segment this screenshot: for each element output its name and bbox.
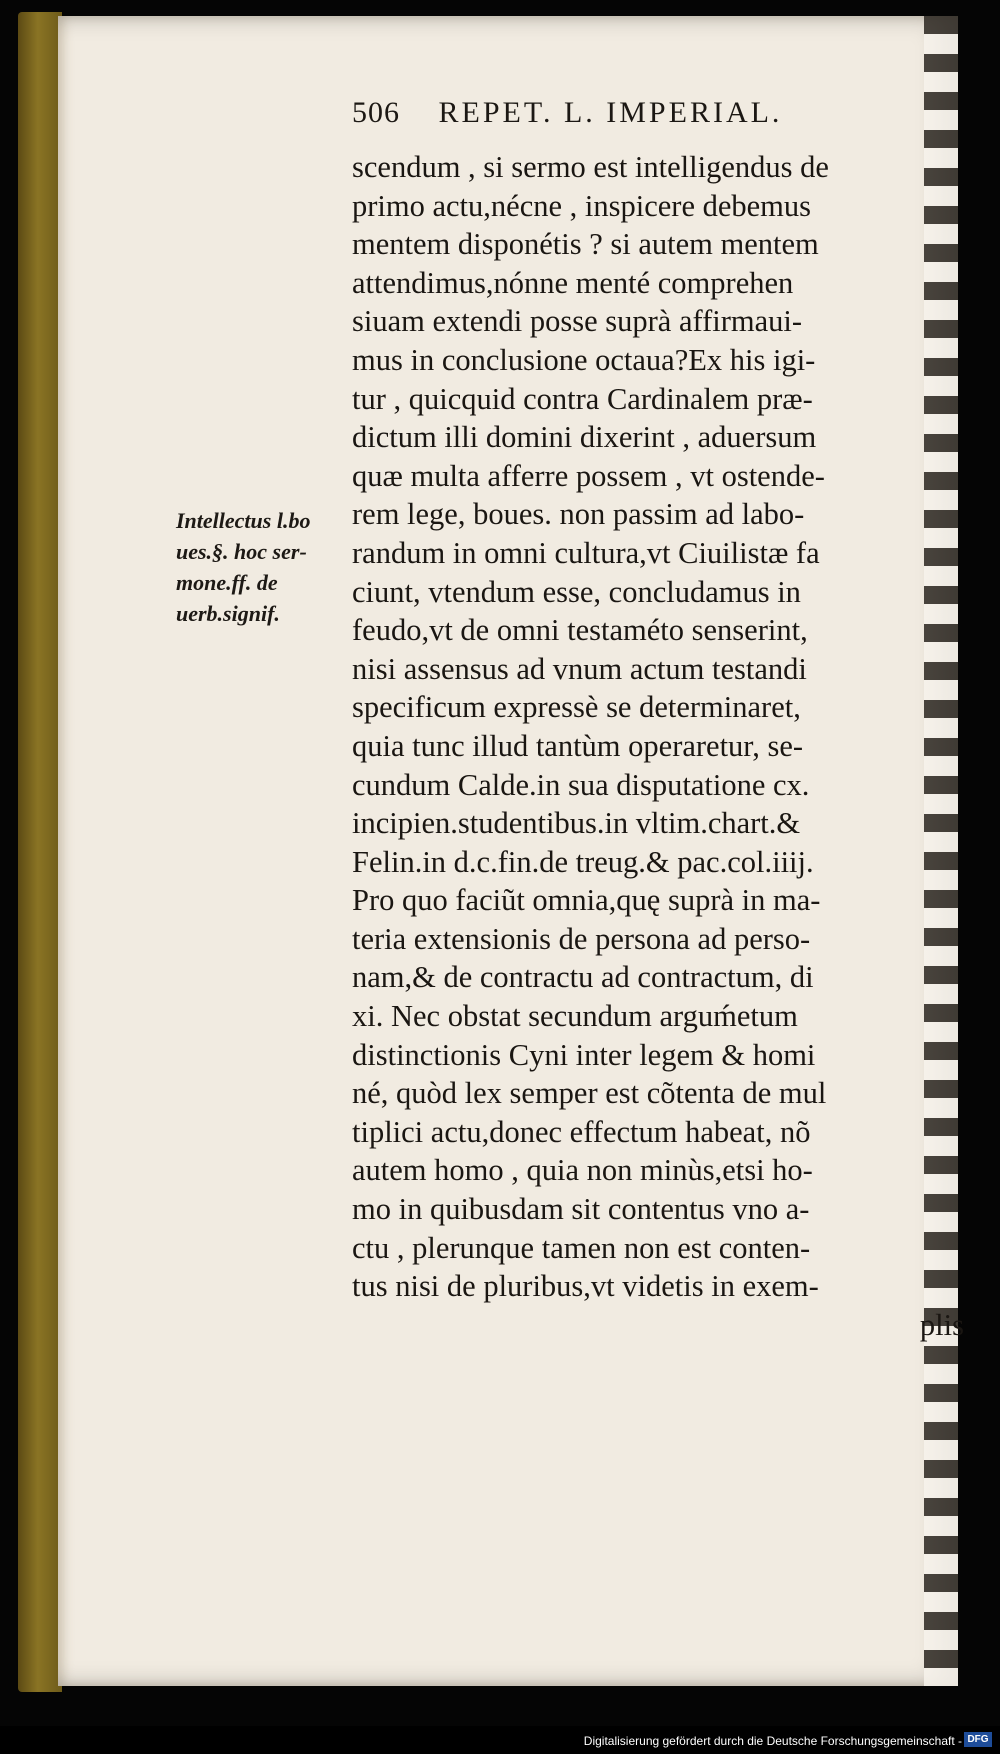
digitization-credit: Digitalisierung gefördert durch die Deutsche Forschungsgemeinschaft -: [583, 1734, 962, 1748]
body-text: [352, 148, 964, 1344]
text-line: tus nisi de pluribus,vt videtis in exem-: [352, 1269, 819, 1304]
text-line: teria extensionis de persona ad perso-: [352, 921, 811, 956]
catchword: plis: [919, 1307, 964, 1342]
running-head: [352, 96, 952, 130]
marginal-note-line: ues.§. hoc ser-: [176, 539, 307, 564]
text-line: Felin.in d.c.fin.de treug.& pac.col.iiij.: [352, 844, 814, 879]
marginal-note: [176, 505, 346, 629]
text-line: xi. Nec obstat secundum arguḿetum: [352, 999, 798, 1034]
text-line: incipien.studentibus.in vltim.chart.&: [352, 806, 801, 841]
text-line: quæ multa afferre possem , vt ostende-: [352, 458, 825, 493]
text-line: quia tunc illud tantùm operaretur, se-: [352, 728, 804, 763]
dfg-logo-icon: DFG: [964, 1732, 992, 1747]
marginal-note-line: Intellectus l.bo: [176, 508, 311, 533]
text-line: siuam extendi posse suprà affirmaui-: [352, 304, 803, 339]
text-line: tiplici actu,donec effectum habeat, nõ: [352, 1114, 811, 1149]
text-line: dictum illi domini dixerint , aduersum: [352, 420, 817, 455]
text-line: mo in quibusdam sit contentus vno a-: [352, 1192, 810, 1227]
text-line: randum in omni cultura,vt Ciuilistæ fa: [352, 535, 820, 570]
marginal-note-line: uerb.signif.: [176, 601, 280, 626]
text-line: rem lege, boues. non passim ad labo-: [352, 497, 805, 532]
marginal-note-line: mone.ff. de: [176, 570, 278, 595]
text-line: Pro quo faciũt omnia,quę suprà in ma-: [352, 883, 821, 918]
text-line: autem homo , quia non minùs,etsi ho-: [352, 1153, 813, 1188]
text-line: ctu , plerunque tamen non est conten-: [352, 1230, 811, 1265]
text-line: ciunt, vtendum esse, concludamus in: [352, 574, 801, 609]
text-line: feudo,vt de omni testaméto senserint,: [352, 613, 808, 648]
text-line: distinctionis Cyni inter legem & homi: [352, 1037, 816, 1072]
running-title: REPET. L. IMPERIAL.: [438, 96, 783, 129]
text-line: tur , quicquid contra Cardinalem præ-: [352, 381, 813, 416]
text-line: nam,& de contractu ad contractum, di: [352, 960, 814, 995]
text-line: specificum expressè se determinaret,: [352, 690, 801, 725]
text-line: attendimus,nónne menté comprehen: [352, 265, 794, 300]
text-line: scendum , si sermo est intelligendus de: [352, 150, 829, 184]
text-line: mus in conclusione octaua?Ex his igi-: [352, 342, 816, 377]
text-line: né, quòd lex semper est cõtenta de mul: [352, 1076, 827, 1111]
page-number: 506: [352, 96, 400, 129]
text-line: primo actu,nécne , inspicere debemus: [352, 188, 812, 223]
text-line: nisi assensus ad vnum actum testandi: [352, 651, 807, 686]
book-cover-edge: [18, 12, 62, 1692]
text-line: mentem disponétis ? si autem mentem: [352, 227, 819, 262]
text-line: cundum Calde.in sua disputatione cx.: [352, 767, 810, 802]
